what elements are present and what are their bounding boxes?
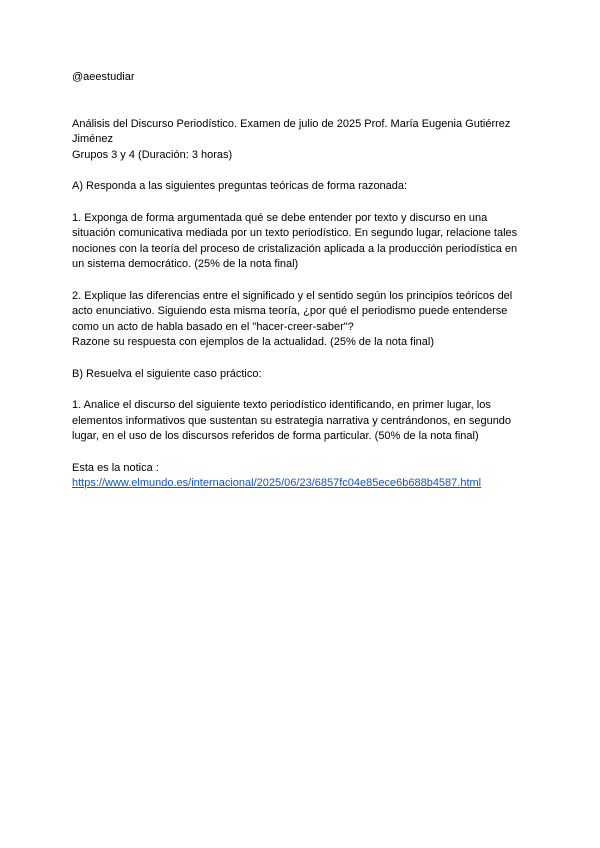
exam-groups-duration: Grupos 3 y 4 (Duración: 3 horas) <box>72 148 233 161</box>
section-a-question-2 <box>72 289 532 351</box>
section-a-question-1: 1. Exponga de forma argumentada qué se debe entender por texto y discurso en una situación comunicativa mediada por un texto periodístico. En segundo lugar, relacione tales nociones con la teoría del proceso de cristalización aplicada a la producción periodística en un sistema democrático. (25% de la nota final) <box>72 211 518 270</box>
section-b-question-1: 1. Analice el discurso del siguiente texto periodístico identificando, en primer lugar, los elementos informativos que sustentan su estrategia narrativa y centrándonos, en segundo lugar, en el uso de los discursos referidos de forma particular. (50% de la nota final) <box>72 399 512 442</box>
exam-header <box>72 117 532 164</box>
exam-title: Análisis del Discurso Periodístico. Examen de julio de 2025 Prof. María Eugenia Gutiérrez Jiménez <box>72 117 511 145</box>
section-a-title: A) Responda a las siguientes preguntas teóricas de forma razonada: <box>72 180 408 192</box>
section-a-question-2-text: 2. Explique las diferencias entre el significado y el sentido según los principios teóricos del acto enunciativo. Siguiendo esta misma teoría, ¿por qué el periodismo puede entenderse como un acto de habla basado en el "hacer-creer-saber"? <box>72 289 513 333</box>
document-body <box>72 70 532 492</box>
author-handle: @aeestudiar <box>72 71 135 83</box>
notice-link[interactable]: https://www.elmundo.es/internacional/2025/06/23/6857fc04e85ece6b688b4587.html <box>72 477 482 489</box>
section-a-question-2-note: Razone su respuesta con ejemplos de la actualidad. (25% de la nota final) <box>72 336 435 348</box>
notice-label: Esta es la notica : <box>72 461 159 474</box>
notice-block <box>72 461 532 492</box>
section-b-title: B) Resuelva el siguiente caso práctico: <box>72 367 262 380</box>
